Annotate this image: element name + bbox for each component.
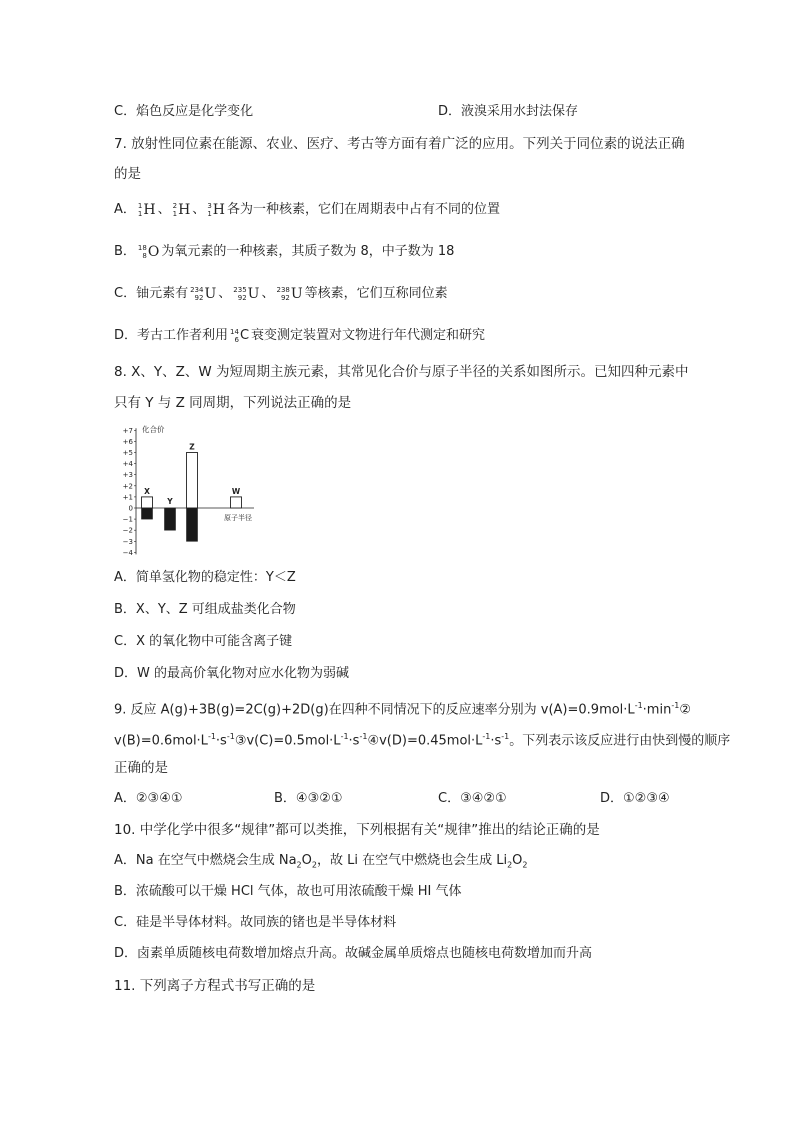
nuclide-u238: 238 92 U [276, 286, 303, 302]
nuclide-u235: 235 92 U [233, 286, 260, 302]
option-text: 为氧元素的一种核素，其质子数为 8，中子数为 18 [161, 244, 455, 259]
chart-y-tick-label: +7 [122, 426, 133, 435]
nuclide-h3: 3 1 H [207, 202, 225, 218]
option-label: C．铀元素有 [114, 286, 189, 301]
q10-option-a: A．Na 在空气中燃烧会生成 $Na_2O_2$，故 Li 在空气中燃烧也会生成 $Li_2O_2$ [114, 853, 528, 870]
chart-category-label: W [231, 486, 241, 496]
q7-option-b [114, 242, 454, 262]
q10-stem: 10. 中学化学中很多“规律”都可以类推，下列根据有关“规律”推出的结论正确的是 [114, 822, 600, 838]
chart-y-tick-label: +1 [122, 493, 133, 502]
q7-stem-line1: 7. 放射性同位素在能源、农业、医疗、考古等方面有着广泛的应用。下列关于同位素的说法正确 [114, 136, 685, 152]
chart-y-tick-label: 0 [128, 504, 133, 513]
option-text: 各为一种核素，它们在周期表中占有不同的位置 [227, 202, 501, 217]
nuclide-c14: 14 6 C [230, 328, 250, 344]
q9-option-b: B．④③②① [274, 791, 343, 806]
chart-y-tick-label: +2 [122, 482, 133, 491]
q10-option-b: B．浓硫酸可以干燥 HCl 气体，故也可用浓硫酸干燥 HI 气体 [114, 884, 462, 899]
q9-stem-line2: $v(B)=0.6mol\cdot L^{-1}\cdot s^{-1}③v(C)=0.5mol\cdot L^{-1}\cdot s^{-1}④v(D)=0.45mol\cdot L^{-1}\cdot s^{-1}$。下列表示该反应进行由快到慢的顺序 [114, 732, 731, 749]
option-text: 等核素，它们互称同位素 [304, 286, 448, 301]
separator: 、 [157, 202, 171, 217]
q7-option-c [114, 284, 448, 304]
separator: 、 [261, 286, 275, 301]
q9-option-a: A．②③④① [114, 791, 183, 806]
q8-stem-line1: 8. X、Y、Z、W 为短周期主族元素，其常见化合价与原子半径的关系如图所示。已知四种元素中 [114, 364, 689, 380]
chart-y-tick-label: +6 [122, 437, 133, 446]
q8-option-c: C．X 的氧化物中可能含离子键 [114, 634, 293, 649]
q9-option-d: D．①②③④ [600, 791, 670, 806]
separator: 、 [192, 202, 206, 217]
option-label: B． [114, 244, 136, 259]
q8-option-d: D．W 的最高价氧化物对应水化物为弱碱 [114, 666, 349, 681]
q11-stem: 11. 下列离子方程式书写正确的是 [114, 978, 316, 994]
chart-bar-negative [187, 508, 198, 541]
chart-y-tick-label: +3 [122, 471, 133, 480]
option-label: A． [114, 202, 136, 217]
q10-option-d: D．卤素单质随核电荷数增加熔点升高。故碱金属单质熔点也随核电荷数增加而升高 [114, 946, 593, 961]
chart-y-tick-label: +5 [122, 449, 133, 457]
nuclide-h1: 1 1 H [137, 202, 156, 218]
option-label: D．考古工作者利用 [114, 328, 229, 343]
chart-bars [142, 443, 242, 542]
q7-stem-line2: 的是 [114, 166, 141, 182]
q8-option-b: B．X、Y、Z 可组成盐类化合物 [114, 602, 296, 617]
q9-stem-line1: 9. 反应 A(g)+3B(g)=2C(g)+2D(g)在四种不同情况下的反应速率分别为 $v(A)=0.9mol\cdot L^{-1}\cdot\min^{-1}②$ [114, 701, 691, 718]
q10-option-c: C．硅是半导体材料。故同族的锗也是半导体材料 [114, 915, 397, 930]
chart-y-tick-label: −4 [122, 548, 133, 557]
q6-option-c: C．焰色反应是化学变化 [114, 104, 254, 119]
nuclide-u234: 234 92 U [190, 286, 217, 302]
chart-bar-positive [231, 497, 242, 508]
chart-category-label: Y [167, 497, 173, 506]
q9-stem-line3: 正确的是 [114, 760, 168, 776]
q6-option-d: D．液溴采用水封法保存 [438, 104, 579, 119]
nuclide-h2: 2 1 H [172, 202, 191, 218]
option-text: 衰变测定装置对文物进行年代测定和研究 [251, 328, 486, 343]
valence-radius-chart [114, 420, 284, 560]
chart-bar-negative [165, 508, 176, 530]
q7-option-a [114, 200, 500, 220]
chart-category-label: X [144, 486, 150, 496]
q9-option-c: C．③④②① [438, 791, 507, 806]
chart-category-label: Z [189, 442, 195, 452]
separator: 、 [218, 286, 232, 301]
chart-y-tick-label: −1 [122, 515, 133, 524]
chart-y-tick-label: −2 [122, 526, 133, 535]
nuclide-o18: 18 8 O [137, 244, 160, 260]
chart-y-label: 化合价 [142, 425, 165, 434]
chart-x-label: 原子半径 [224, 514, 252, 522]
chart-bar-positive [187, 453, 198, 509]
chart-bar-negative [142, 508, 153, 519]
chart-y-tick-label: +4 [122, 460, 133, 469]
q7-option-d [114, 326, 485, 346]
q8-stem-line2: 只有 Y 与 Z 同周期，下列说法正确的是 [114, 395, 352, 411]
chart-bar-positive [142, 497, 153, 508]
q8-option-a: A．简单氢化物的稳定性：Y＜Z [114, 570, 296, 585]
chart-y-tick-label: −3 [122, 537, 133, 546]
